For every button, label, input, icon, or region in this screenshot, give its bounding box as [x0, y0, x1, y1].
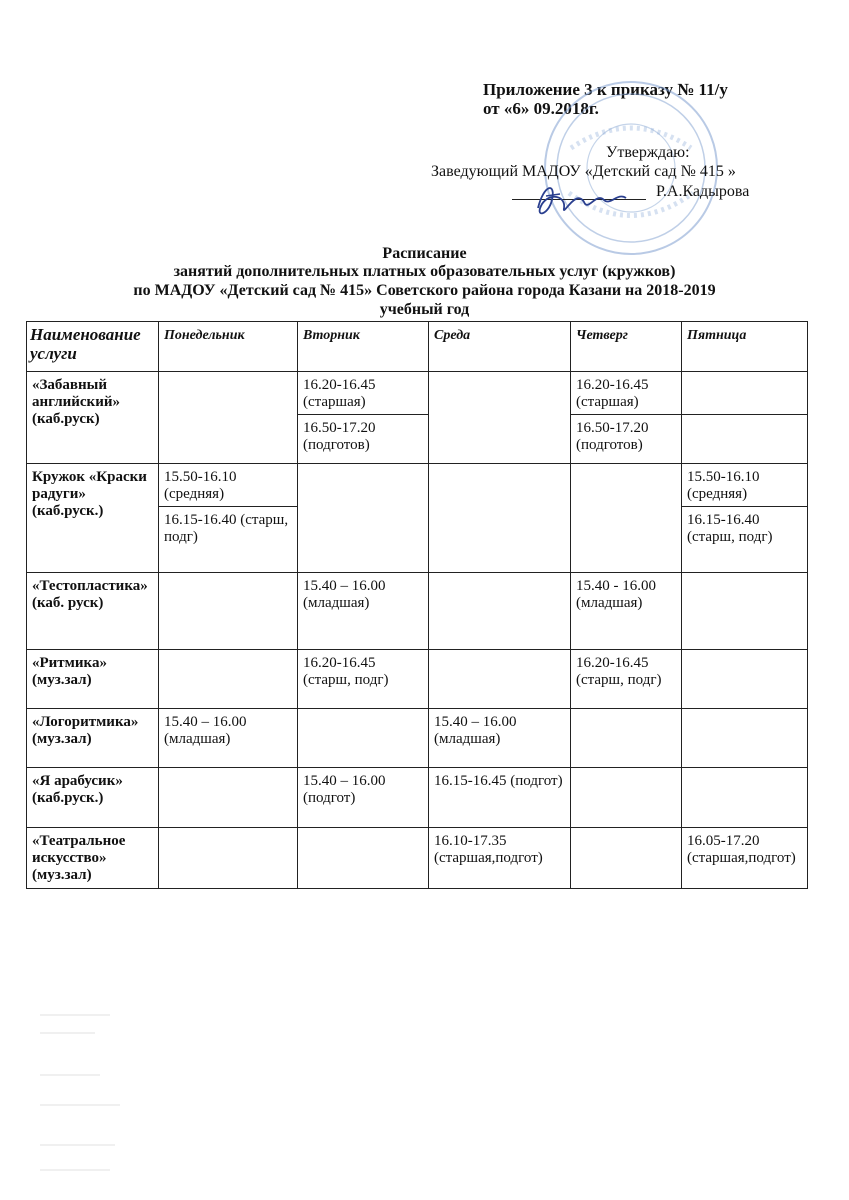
schedule-cell: [429, 573, 571, 650]
schedule-cell: [682, 372, 808, 415]
schedule-cell: [298, 828, 429, 889]
header-tuesday: Вторник: [298, 322, 429, 372]
document-title: Расписание: [382, 245, 467, 262]
schedule-cell: 15.50-16.10 (средняя): [682, 464, 808, 507]
table-row: [27, 709, 808, 768]
schedule-cell: [159, 768, 298, 828]
schedule-cell: 15.40 – 16.00 (младшая): [159, 709, 298, 768]
appendix-line-2: от «6» 09.2018г.: [483, 99, 599, 118]
schedule-cell: [298, 464, 429, 573]
schedule-cell: [682, 573, 808, 650]
schedule-cell: 16.10-17.35 (старшая,подгот): [429, 828, 571, 889]
table-row: [27, 464, 808, 507]
service-name: «Тестопластика» (каб. руск): [27, 573, 159, 650]
approve-signatory: Р.А.Кадырова: [656, 183, 750, 200]
schedule-cell: 16.20-16.45 (старш, подг): [298, 650, 429, 709]
header-friday: Пятница: [682, 322, 808, 372]
schedule-cell: [298, 709, 429, 768]
schedule-cell: [429, 650, 571, 709]
schedule-cell: [159, 372, 298, 464]
schedule-cell: [682, 709, 808, 768]
schedule-cell: [159, 573, 298, 650]
document-subtitle-line-3: учебный год: [379, 301, 470, 318]
approve-organization: Заведующий МАДОУ «Детский сад № 415 »: [431, 163, 736, 180]
header-monday: Понедельник: [159, 322, 298, 372]
document-subtitle-line-1: занятий дополнительных платных образовательных услуг (кружков): [173, 263, 676, 280]
schedule-cell: 16.20-16.45 (старш, подг): [571, 650, 682, 709]
handwritten-signature-icon: [526, 178, 646, 224]
schedule-cell: 15.40 – 16.00 (младшая): [429, 709, 571, 768]
table-row: [27, 768, 808, 828]
service-name: «Логоритмика» (муз.зал): [27, 709, 159, 768]
schedule-table: [26, 321, 808, 889]
service-name: «Ритмика» (муз.зал): [27, 650, 159, 709]
table-header-row: [27, 322, 808, 372]
schedule-cell: 16.20-16.45 (старшая): [298, 372, 429, 415]
approve-label: Утверждаю:: [606, 144, 690, 161]
schedule-cell: 15.50-16.10 (средняя): [159, 464, 298, 507]
document-subtitle-line-2: по МАДОУ «Детский сад № 415» Советского района города Казани на 2018-2019: [133, 282, 716, 299]
appendix-line-1: Приложение 3 к приказу № 11/у: [483, 80, 728, 99]
schedule-cell: 16.20-16.45 (старшая): [571, 372, 682, 415]
header-thursday: Четверг: [571, 322, 682, 372]
service-name: «Забавный английский» (каб.руск): [27, 372, 159, 464]
schedule-cell: [682, 768, 808, 828]
schedule-cell: 15.40 – 16.00 (младшая): [298, 573, 429, 650]
schedule-cell: 16.50-17.20 (подготов): [571, 415, 682, 464]
schedule-cell: [159, 650, 298, 709]
schedule-cell: [682, 415, 808, 464]
schedule-cell: [159, 828, 298, 889]
page-bleed-through: [40, 1005, 160, 1185]
schedule-cell: 15.40 - 16.00 (младшая): [571, 573, 682, 650]
service-name: «Театральное искусство» (муз.зал): [27, 828, 159, 889]
table-row: [27, 372, 808, 415]
table-row: [27, 573, 808, 650]
schedule-cell: [571, 709, 682, 768]
schedule-cell: [571, 768, 682, 828]
service-name: «Я арабусик» (каб.руск.): [27, 768, 159, 828]
schedule-cell: [429, 464, 571, 573]
schedule-cell: 16.15-16.40 (старш, подг): [682, 507, 808, 573]
schedule-cell: 15.40 – 16.00 (подгот): [298, 768, 429, 828]
schedule-cell: 16.15-16.45 (подгот): [429, 768, 571, 828]
table-row: [27, 828, 808, 889]
schedule-cell: [571, 828, 682, 889]
schedule-cell: [571, 464, 682, 573]
header-service: Наименование услуги: [27, 322, 159, 372]
table-row: [27, 650, 808, 709]
schedule-cell: [682, 650, 808, 709]
schedule-cell: 16.05-17.20 (старшая,подгот): [682, 828, 808, 889]
header-wednesday: Среда: [429, 322, 571, 372]
schedule-cell: 16.50-17.20 (подготов): [298, 415, 429, 464]
schedule-cell: [429, 372, 571, 464]
schedule-cell: 16.15-16.40 (старш, подг): [159, 507, 298, 573]
service-name: Кружок «Краски радуги» (каб.руск.): [27, 464, 159, 573]
